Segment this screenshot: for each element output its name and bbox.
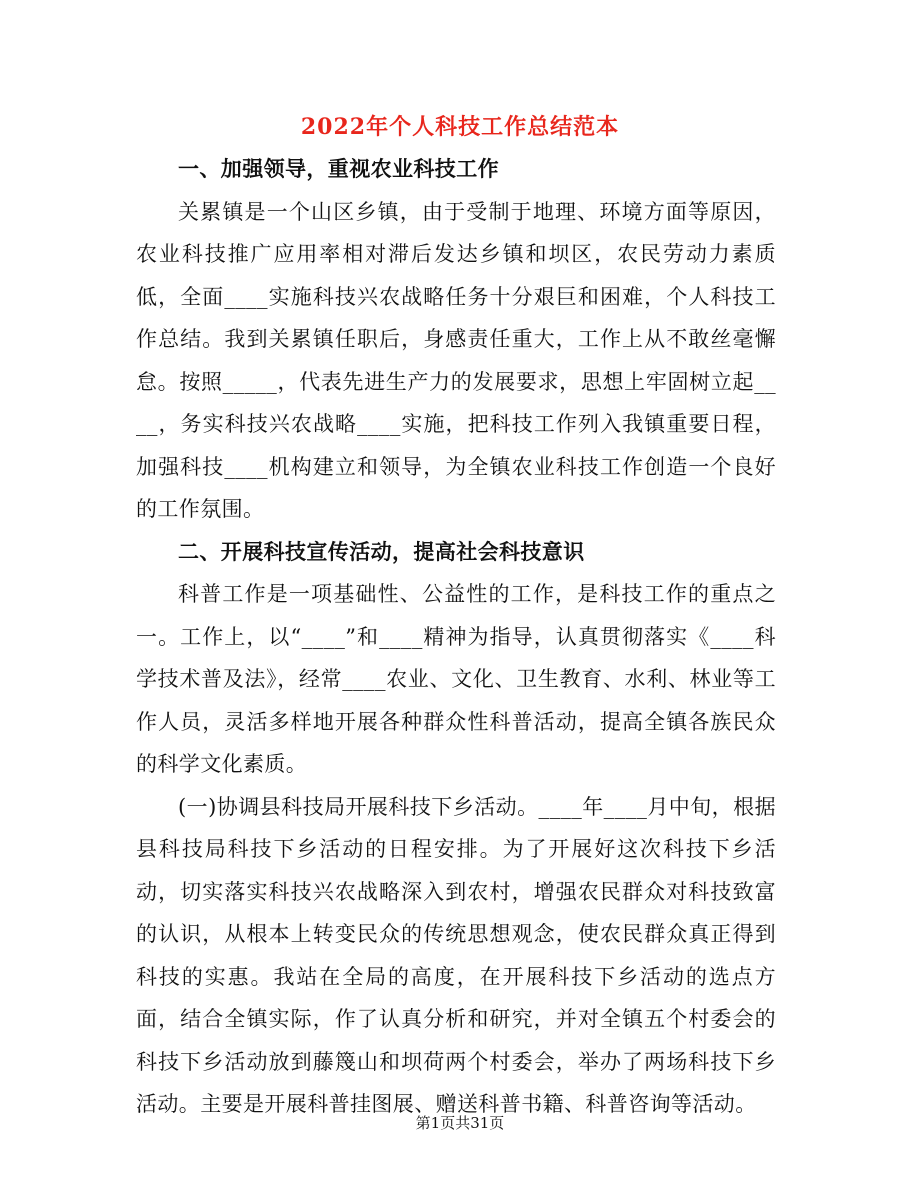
body-paragraph-1: 关累镇是一个山区乡镇，由于受制于地理、环境方面等原因，农业科技推广应用率相对滞后发达乡镇和坝区，农民劳动力素质低，全面____实施科技兴农战略任务十分艰巨和困难，个人科技工作总结。我到关累镇任职后，身感责任重大，工作上从不敢丝毫懈怠。按照_____，代表先进生产力的发展要求，思想上牢固树立起____，务实科技兴农战略____实施，把科技工作列入我镇重要日程，加强科技____机构建立和领导，为全镇农业科技工作创造一个良好的工作氛围。 xyxy=(136,199,776,521)
section-heading-1: 一、加强领导，重视农业科技工作 xyxy=(178,156,499,181)
body-paragraph-2: 科普工作是一项基础性、公益性的工作，是科技工作的重点之一。工作上，以“____”和____精神为指导，认真贯彻落实《____科学技术普及法》，经常____农业、文化、卫生教育、水利、林业等工作人员，灵活多样地开展各种群众性科普活动，提高全镇各族民众的科学文化素质。 xyxy=(136,582,776,776)
section-heading-2: 二、开展科技宣传活动，提高社会科技意识 xyxy=(178,538,585,564)
page-footer: 第1页共31页 xyxy=(415,1114,505,1132)
document-title: 2022年个人科技工作总结范本 xyxy=(300,114,620,140)
body-paragraph-3: (一)协调县科技局开展科技下乡活动。____年____月中旬，根据县科技局科技下乡活动的日程安排。为了开展好这次科技下乡活动，切实落实科技兴农战略深入到农村，增强农民群众对科技致富的认识，从根本上转变民众的传统思想观念，使农民群众真正得到科技的实惠。我站在全局的高度，在开展科技下乡活动的选点方面，结合全镇实际，作了认真分析和研究，并对全镇五个村委会的科技下乡活动放到藤篾山和坝荷两个村委会，举办了两场科技下乡活动。主要是开展科普挂图展、赠送科普书籍、科普咨询等活动。 xyxy=(136,794,776,1116)
document-body xyxy=(136,148,776,1126)
